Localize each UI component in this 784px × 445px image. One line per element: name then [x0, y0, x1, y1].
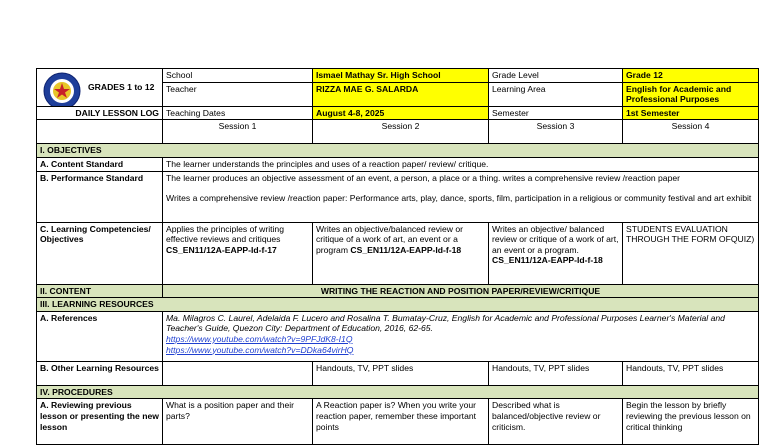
review-session-4: Begin the lesson by briefly reviewing the previous lesson on critical thinking [623, 399, 759, 445]
review-session-2: A Reaction paper is? When you write your reaction paper, remember these important points [313, 399, 489, 445]
resources-heading: III. LEARNING RESOURCES [37, 298, 759, 312]
session-1-header: Session 1 [163, 120, 313, 144]
objectives-heading: I. OBJECTIVES [37, 144, 759, 158]
competency-session-2 [313, 222, 489, 284]
teacher-value: RIZZA MAE G. SALARDA [313, 82, 489, 106]
competency-s3-text: Writes an objective/ balanced review or critique of a work of art, an event or a program. [492, 223, 619, 255]
competency-session-1 [163, 222, 313, 284]
procedures-heading: IV. PROCEDURES [37, 385, 759, 399]
references-cell [163, 311, 759, 361]
performance-standard-line-1: The learner produces an objective assessment of an event, a person, a place or a thing. writes a comprehensive review /reaction paper [166, 172, 680, 183]
header-grades-cell [37, 69, 163, 107]
session-header-blank [37, 120, 163, 144]
school-value: Ismael Mathay Sr. High School [313, 69, 489, 83]
learning-area-label: Learning Area [489, 82, 623, 106]
competency-s2-code: CS_EN11/12A-EAPP-Id-f-18 [350, 244, 462, 255]
log-title [37, 106, 163, 120]
other-resources-s3: Handouts, TV, PPT slides [489, 361, 623, 385]
grade-level-value: Grade 12 [623, 69, 759, 83]
performance-standard-line-2: Writes a comprehensive review /reaction paper: Performance arts, play, dance, sports, film, participation in a religious or community festival and art exhibit [166, 193, 752, 204]
competency-s1-text: Applies the principles of writing effective reviews and critiques [166, 223, 284, 245]
performance-standard-label: B. Performance Standard [37, 171, 163, 222]
youtube-link-2[interactable]: https://www.youtube.com/watch?v=DDka64virHQ [166, 344, 354, 355]
semester-label: Semester [489, 106, 623, 120]
other-resources-s2: Handouts, TV, PPT slides [313, 361, 489, 385]
competency-s1-code: CS_EN11/12A-EAPP-Id-f-17 [166, 244, 277, 255]
performance-standard-cell [163, 171, 759, 222]
competency-s2-text: Writes an objective/balanced review or critique of a work of art, an event or a program [316, 223, 463, 255]
content-value: WRITING THE REACTION AND POSITION PAPER/REVIEW/CRITIQUE [163, 284, 759, 298]
log-title-text: DAILY LESSON LOG [75, 107, 159, 118]
content-label: II. CONTENT [37, 284, 163, 298]
references-text: Ma. Milagros C. Laurel, Adelaida F. Lucero and Rosalina T. Bumatay-Cruz, English for Academic and Professional Purposes Learner's Material and Teacher's Guide, Quezon City: Department of Education, 2016, 62-65. [166, 312, 725, 334]
semester-value: 1st Semester [623, 106, 759, 120]
content-standard-label: A. Content Standard [37, 157, 163, 171]
youtube-link-1[interactable]: https://www.youtube.com/watch?v=9PFJdK8-I1Q [166, 333, 353, 344]
content-standard-text: The learner understands the principles and uses of a reaction paper/ review/ critique. [163, 157, 759, 171]
competency-session-3 [489, 222, 623, 284]
teacher-label: Teacher [163, 82, 313, 106]
other-resources-label: B. Other Learning Resources [37, 361, 163, 385]
session-2-header: Session 2 [313, 120, 489, 144]
review-session-3: Described what is balanced/objective review or criticism. [489, 399, 623, 445]
daily-lesson-log-table [36, 68, 759, 445]
learning-area-value: English for Academic and Professional Purposes [623, 82, 759, 106]
review-session-1: What is a position paper and their parts? [163, 399, 313, 445]
review-label: A. Reviewing previous lesson or presenting the new lesson [37, 399, 163, 445]
deped-seal-icon [43, 72, 81, 106]
teaching-dates-value: August 4-8, 2025 [313, 106, 489, 120]
references-label: A. References [37, 311, 163, 361]
competency-s3-code: CS_EN11/12A-EAPP-Id-f-18 [492, 255, 603, 266]
other-resources-s1 [163, 361, 313, 385]
grade-level-label: Grade Level [489, 69, 623, 83]
teaching-dates-label: Teaching Dates [163, 106, 313, 120]
session-4-header: Session 4 [623, 120, 759, 144]
school-label: School [163, 69, 313, 83]
grades-label: GRADES 1 to 12 [88, 82, 155, 92]
session-3-header: Session 3 [489, 120, 623, 144]
other-resources-s4: Handouts, TV, PPT slides [623, 361, 759, 385]
competency-session-4: STUDENTS EVALUATION THROUGH THE FORM OFQUIZ) [623, 222, 759, 284]
competencies-label: C. Learning Competencies/ Objectives [37, 222, 163, 284]
